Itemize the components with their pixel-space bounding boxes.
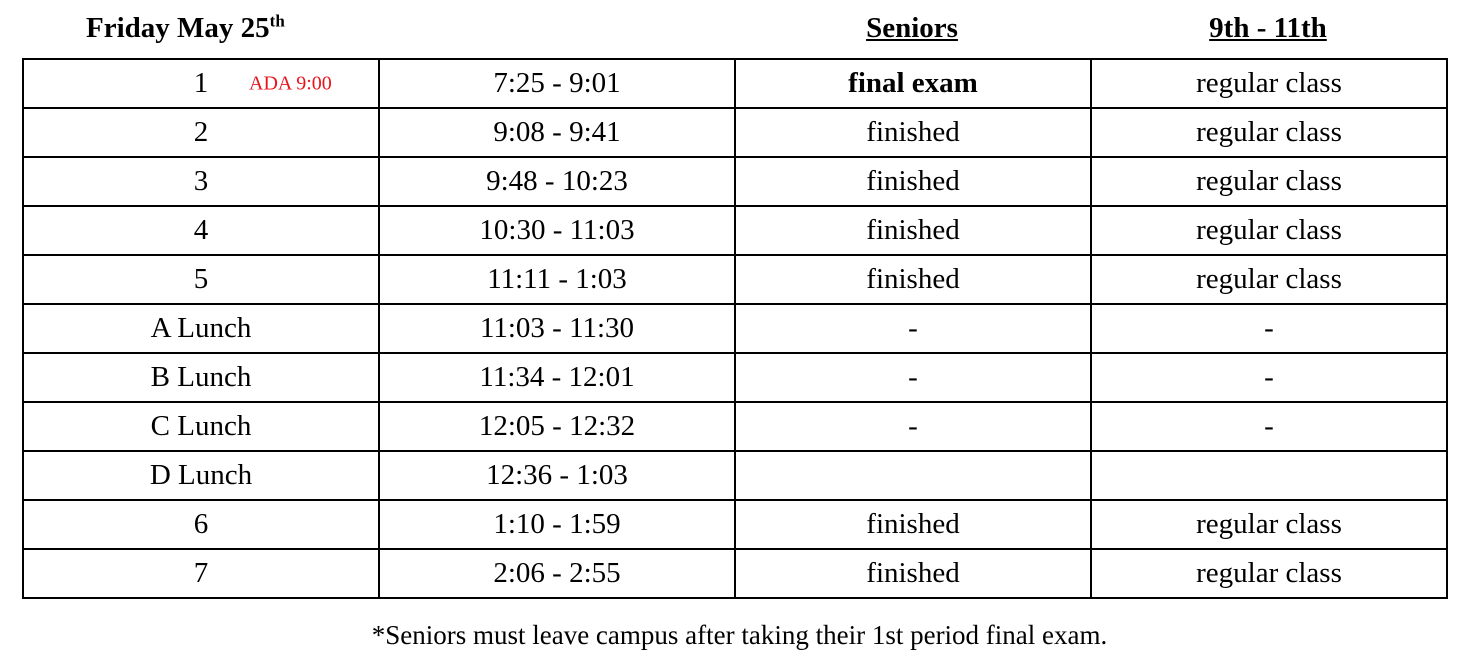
schedule-table [22,58,1448,599]
grades-cell: regular class [1091,157,1447,206]
seniors-cell: finished [735,108,1091,157]
seniors-cell: - [735,402,1091,451]
table-row [23,157,1447,206]
grades-cell: regular class [1091,549,1447,598]
table-row [23,59,1447,108]
period-cell: 6 [23,500,379,549]
period-label: 1 [193,67,209,99]
date-main: Friday May 25 [86,12,270,44]
period-cell: B Lunch [23,353,379,402]
period-cell: 3 [23,157,379,206]
time-cell: 12:36 - 1:03 [379,451,735,500]
seniors-cell: final exam [735,59,1091,108]
grades-cell: regular class [1091,255,1447,304]
seniors-cell [735,451,1091,500]
table-row [23,304,1447,353]
table-row [23,402,1447,451]
table-row [23,549,1447,598]
grades-cell [1091,451,1447,500]
period-cell: D Lunch [23,451,379,500]
time-cell: 12:05 - 12:32 [379,402,735,451]
column-header-seniors: Seniors [866,12,958,44]
ada-note: ADA 9:00 [249,72,332,94]
table-row [23,206,1447,255]
seniors-cell: - [735,353,1091,402]
seniors-cell: finished [735,500,1091,549]
time-cell: 11:11 - 1:03 [379,255,735,304]
time-cell: 11:34 - 12:01 [379,353,735,402]
time-cell: 7:25 - 9:01 [379,59,735,108]
time-cell: 9:48 - 10:23 [379,157,735,206]
period-cell: 7 [23,549,379,598]
page-title [86,12,285,45]
time-cell: 1:10 - 1:59 [379,500,735,549]
grades-cell: regular class [1091,108,1447,157]
period-cell: C Lunch [23,402,379,451]
period-cell: A Lunch [23,304,379,353]
seniors-cell: finished [735,255,1091,304]
footnote: *Seniors must leave campus after taking their 1st period final exam. [371,620,1108,650]
grades-cell: - [1091,353,1447,402]
grades-cell: regular class [1091,500,1447,549]
table-row [23,353,1447,402]
time-cell: 10:30 - 11:03 [379,206,735,255]
time-cell: 2:06 - 2:55 [379,549,735,598]
table-row [23,108,1447,157]
seniors-cell: - [735,304,1091,353]
schedule-header [0,0,1479,58]
seniors-cell: finished [735,206,1091,255]
grades-cell: regular class [1091,206,1447,255]
seniors-cell: finished [735,157,1091,206]
table-row [23,500,1447,549]
table-row [23,451,1447,500]
period-cell [23,59,379,108]
time-cell: 9:08 - 9:41 [379,108,735,157]
period-cell: 2 [23,108,379,157]
column-header-grades: 9th - 11th [1209,12,1327,44]
time-cell: 11:03 - 11:30 [379,304,735,353]
grades-cell: regular class [1091,59,1447,108]
seniors-cell: finished [735,549,1091,598]
period-cell: 5 [23,255,379,304]
period-cell: 4 [23,206,379,255]
grades-cell: - [1091,304,1447,353]
date-suffix: th [269,11,285,31]
grades-cell: - [1091,402,1447,451]
table-row [23,255,1447,304]
